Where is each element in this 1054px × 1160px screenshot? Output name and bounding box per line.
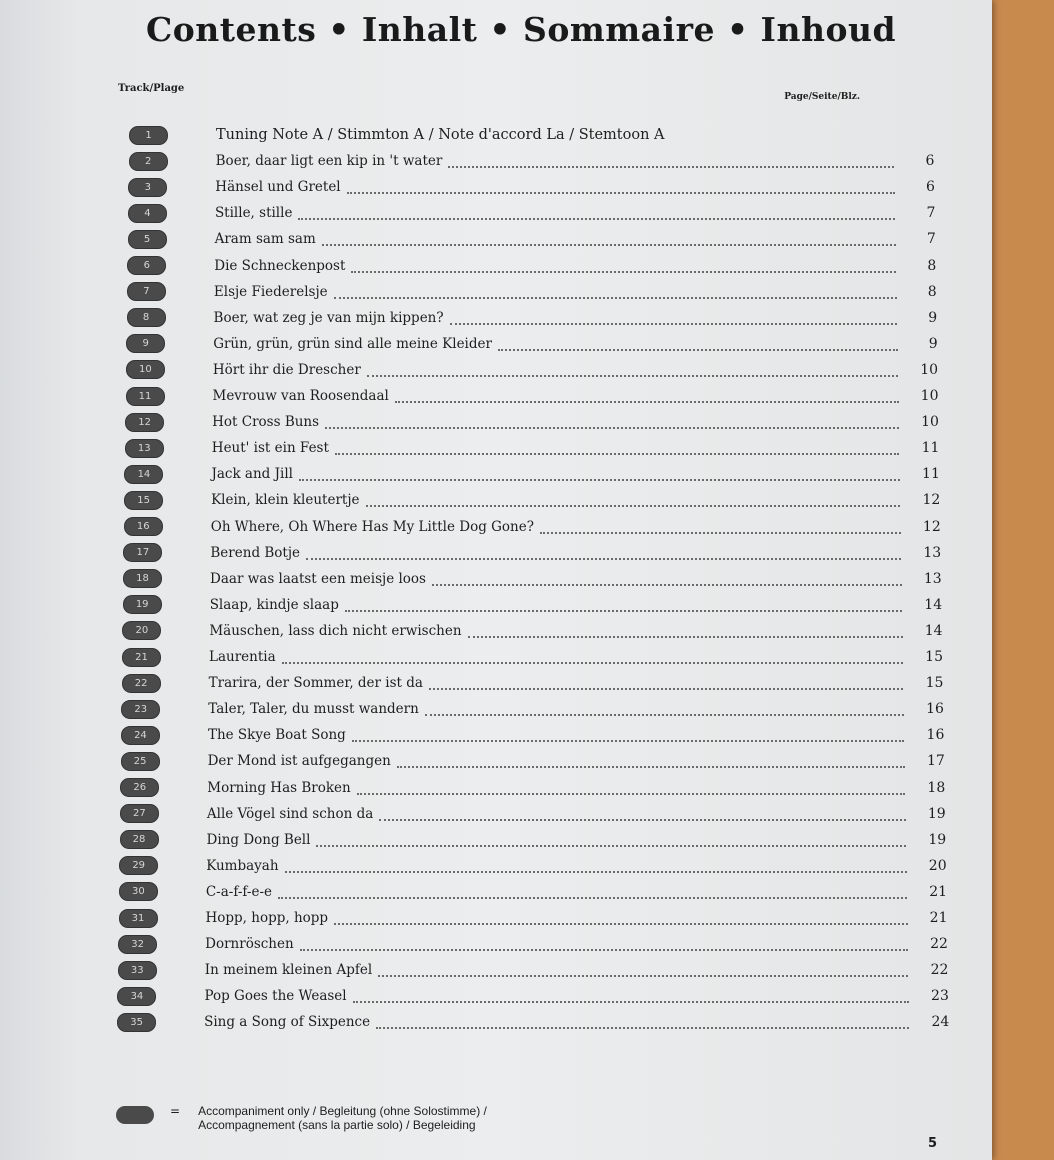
- dot-leader: [376, 1026, 909, 1029]
- toc-row: [127, 255, 936, 277]
- dot-leader: [316, 844, 906, 847]
- page-ref: 21: [929, 910, 948, 926]
- song-title: Ding Dong Bell: [206, 831, 311, 848]
- page-ref: 14: [924, 622, 943, 639]
- page-ref: 22: [930, 936, 948, 953]
- toc-row: [123, 542, 941, 564]
- song-title: Elsje Fiederelsje: [213, 283, 328, 300]
- song-title: Trarira, der Sommer, der ist da: [208, 675, 423, 692]
- dot-leader: [429, 687, 904, 690]
- track-badge: 25: [121, 752, 160, 771]
- page-ref: 18: [927, 779, 946, 796]
- dot-leader: [540, 531, 901, 534]
- page-ref: 7: [926, 231, 936, 248]
- toc-row: [120, 829, 947, 851]
- track-badge: 20: [122, 621, 161, 640]
- song-title: Der Mond ist aufgegangen: [207, 753, 391, 770]
- track-badge: 10: [126, 360, 165, 379]
- dot-leader: [334, 922, 907, 925]
- song-title: Sing a Song of Sixpence: [204, 1014, 371, 1031]
- song-title: Kumbayah: [206, 857, 279, 874]
- page-ref: 14: [924, 596, 943, 613]
- track-badge: 15: [124, 491, 163, 510]
- page-ref: 17: [926, 753, 945, 770]
- dot-leader: [468, 635, 903, 638]
- track-badge: 35: [117, 1013, 156, 1032]
- dot-leader: [395, 400, 899, 403]
- dot-leader: [285, 870, 907, 873]
- page-ref: 6: [925, 179, 935, 196]
- track-badge: 22: [122, 674, 161, 693]
- toc-row: [126, 333, 937, 355]
- toc-row: [129, 124, 934, 146]
- song-title: Taler, Taler, du musst wandern: [208, 701, 419, 718]
- page-column-label: Page/Seite/Blz.: [784, 92, 860, 102]
- dot-leader: [334, 296, 897, 299]
- page-ref: 11: [921, 440, 940, 457]
- dot-leader: [367, 374, 898, 377]
- track-badge: 13: [125, 439, 164, 458]
- song-title: Oh Where, Oh Where Has My Little Dog Gone?: [210, 518, 534, 535]
- dot-leader: [498, 348, 898, 351]
- toc-row: [124, 463, 939, 485]
- dot-leader: [352, 739, 905, 742]
- song-title: Heut' ist ein Fest: [211, 440, 329, 457]
- toc-row: [121, 698, 944, 720]
- song-title: Klein, klein kleutertje: [211, 492, 360, 509]
- toc-row: [128, 176, 935, 198]
- track-badge: 4: [128, 204, 167, 223]
- toc-row: [127, 281, 937, 303]
- toc-row: [125, 411, 939, 433]
- track-badge: 30: [119, 882, 158, 901]
- toc-row: [117, 985, 948, 1007]
- dot-leader: [351, 270, 896, 273]
- page-ref: 9: [928, 335, 938, 352]
- toc-row: [119, 881, 947, 903]
- toc-row: [118, 959, 949, 981]
- dot-leader: [425, 713, 904, 716]
- page-number: 5: [928, 1136, 938, 1151]
- song-title: Hört ihr die Drescher: [212, 361, 361, 378]
- page-ref: 8: [927, 283, 937, 300]
- toc-row: [119, 907, 948, 929]
- page-ref: 24: [931, 1014, 950, 1031]
- track-badge: 6: [127, 256, 166, 275]
- dot-leader: [322, 243, 896, 246]
- song-title: Jack and Jill: [211, 466, 293, 483]
- toc-row: [126, 359, 938, 381]
- track-badge: 16: [124, 517, 163, 536]
- toc-row: [123, 594, 942, 616]
- song-title: Hänsel und Gretel: [215, 179, 341, 196]
- dot-leader: [353, 1000, 909, 1003]
- toc-row: [119, 855, 946, 877]
- toc-row: [122, 672, 944, 694]
- toc-row: [123, 568, 942, 590]
- toc-row: [129, 150, 935, 172]
- track-badge: 27: [120, 804, 159, 823]
- legend-line-1: Accompaniment only / Begleitung (ohne Solostimme) /: [198, 1104, 487, 1118]
- toc-row: [124, 489, 940, 511]
- dot-leader: [298, 217, 895, 220]
- dot-leader: [300, 948, 908, 951]
- track-badge: 26: [120, 778, 159, 797]
- dot-leader: [366, 504, 901, 507]
- page-ref: 10: [921, 414, 939, 431]
- dot-leader: [306, 557, 901, 560]
- track-column-label: Track/Plage: [118, 83, 185, 94]
- page-ref: 19: [927, 805, 946, 822]
- toc-row: [122, 620, 942, 642]
- toc-row: [125, 437, 940, 459]
- page-ref: 10: [920, 388, 939, 404]
- song-title: Mevrouw van Roosendaal: [212, 388, 389, 404]
- track-badge: 11: [126, 387, 165, 406]
- page-title: Contents • Inhalt • Sommaire • Inhoud: [145, 10, 897, 49]
- track-badge: 18: [123, 569, 162, 588]
- legend: [116, 1104, 487, 1132]
- track-badge: 8: [127, 308, 166, 327]
- track-badge: 32: [118, 935, 157, 954]
- page-ref: 13: [923, 544, 942, 561]
- page-ref: 19: [928, 831, 947, 848]
- toc-row: [117, 1011, 949, 1033]
- page-ref: 8: [927, 257, 937, 274]
- song-title: Morning Has Broken: [207, 779, 351, 796]
- toc-row: [128, 202, 935, 224]
- track-badge: 21: [122, 648, 161, 667]
- dot-leader: [278, 896, 907, 899]
- track-badge: 19: [123, 595, 162, 614]
- song-title: Daar was laatst een meisje loos: [210, 570, 426, 587]
- dot-leader: [357, 792, 906, 795]
- song-title: Laurentia: [209, 649, 276, 665]
- song-title: Boer, wat zeg je van mijn kippen?: [213, 309, 444, 326]
- toc-row: [121, 724, 944, 746]
- legend-line-2: Accompagnement (sans la partie solo) / Begeleiding: [198, 1118, 476, 1132]
- dot-leader: [397, 765, 905, 768]
- song-title: Pop Goes the Weasel: [204, 988, 347, 1005]
- dot-leader: [378, 974, 908, 977]
- song-title: Tuning Note A / Stimmton A / Note d'accord La / Stemtoon A: [216, 127, 665, 143]
- page-ref: 9: [928, 309, 938, 326]
- page-ref: 13: [923, 570, 942, 587]
- toc-row: [128, 228, 936, 250]
- toc-row: [120, 777, 945, 799]
- page-ref: 10: [920, 361, 939, 378]
- page-ref: 6: [925, 153, 935, 170]
- song-title: Die Schneckenpost: [214, 257, 346, 274]
- page-ref: 23: [931, 988, 949, 1005]
- toc-row: [120, 803, 946, 825]
- page-ref: 16: [926, 701, 944, 718]
- song-title: Mäuschen, lass dich nicht erwischen: [209, 622, 462, 639]
- track-badge: 5: [128, 230, 167, 249]
- song-title: Hopp, hopp, hopp: [205, 910, 329, 926]
- track-badge: 34: [117, 987, 156, 1006]
- dot-leader: [448, 165, 894, 168]
- song-title: Berend Botje: [210, 544, 301, 561]
- dot-leader: [335, 452, 899, 455]
- dot-leader: [432, 583, 902, 586]
- song-title: Slaap, kindje slaap: [209, 596, 339, 613]
- page-ref: 16: [926, 727, 945, 744]
- song-title: The Skye Boat Song: [207, 727, 346, 744]
- toc-row: [124, 516, 941, 538]
- toc-row: [126, 385, 939, 407]
- dot-leader: [347, 191, 895, 194]
- track-badge: 14: [124, 465, 163, 484]
- dot-leader: [450, 322, 898, 325]
- track-badge: 31: [119, 909, 158, 928]
- song-title: Grün, grün, grün sind alle meine Kleider: [213, 335, 492, 352]
- page-ref: 21: [929, 883, 948, 900]
- dot-leader: [299, 478, 900, 481]
- track-badge: 2: [129, 152, 168, 171]
- dot-leader: [282, 661, 903, 664]
- song-title: Stille, stille: [214, 205, 293, 222]
- track-badge: 17: [123, 543, 162, 562]
- page-ref: 12: [922, 492, 941, 509]
- legend-equals: =: [170, 1104, 181, 1118]
- track-badge: 1: [129, 126, 168, 145]
- track-badge: 24: [121, 726, 160, 745]
- page-ref: 15: [925, 675, 944, 692]
- track-badge: 28: [120, 830, 159, 849]
- song-title: Hot Cross Buns: [212, 414, 320, 431]
- dot-leader: [379, 818, 905, 821]
- song-title: Alle Vögel sind schon da: [206, 805, 374, 822]
- page-ref: 15: [925, 649, 943, 665]
- track-badge: 9: [126, 334, 165, 353]
- song-title: Aram sam sam: [214, 231, 316, 248]
- track-badge: 12: [125, 413, 164, 432]
- dot-leader: [325, 426, 899, 429]
- page-ref: 20: [928, 857, 947, 874]
- song-title: C-a-f-f-e-e: [205, 883, 273, 900]
- toc-row: [121, 750, 945, 772]
- toc-row: [127, 307, 938, 329]
- track-badge: 23: [121, 700, 160, 719]
- page-ref: 7: [926, 205, 936, 222]
- track-badge: 3: [128, 178, 167, 197]
- track-badge: 29: [119, 856, 158, 875]
- dot-leader: [345, 609, 902, 612]
- song-title: Dornröschen: [205, 936, 294, 953]
- page-ref: 22: [930, 962, 949, 979]
- track-badge: 33: [118, 961, 157, 980]
- toc-row: [118, 933, 948, 955]
- legend-text: [198, 1104, 487, 1132]
- page-ref: 11: [922, 466, 940, 483]
- song-title: In meinem kleinen Apfel: [204, 962, 373, 979]
- toc-row: [122, 646, 943, 668]
- song-title: Boer, daar ligt een kip in 't water: [215, 153, 443, 170]
- track-badge: 7: [127, 282, 166, 301]
- page-ref: 12: [922, 518, 941, 535]
- accompaniment-badge-icon: [116, 1106, 154, 1124]
